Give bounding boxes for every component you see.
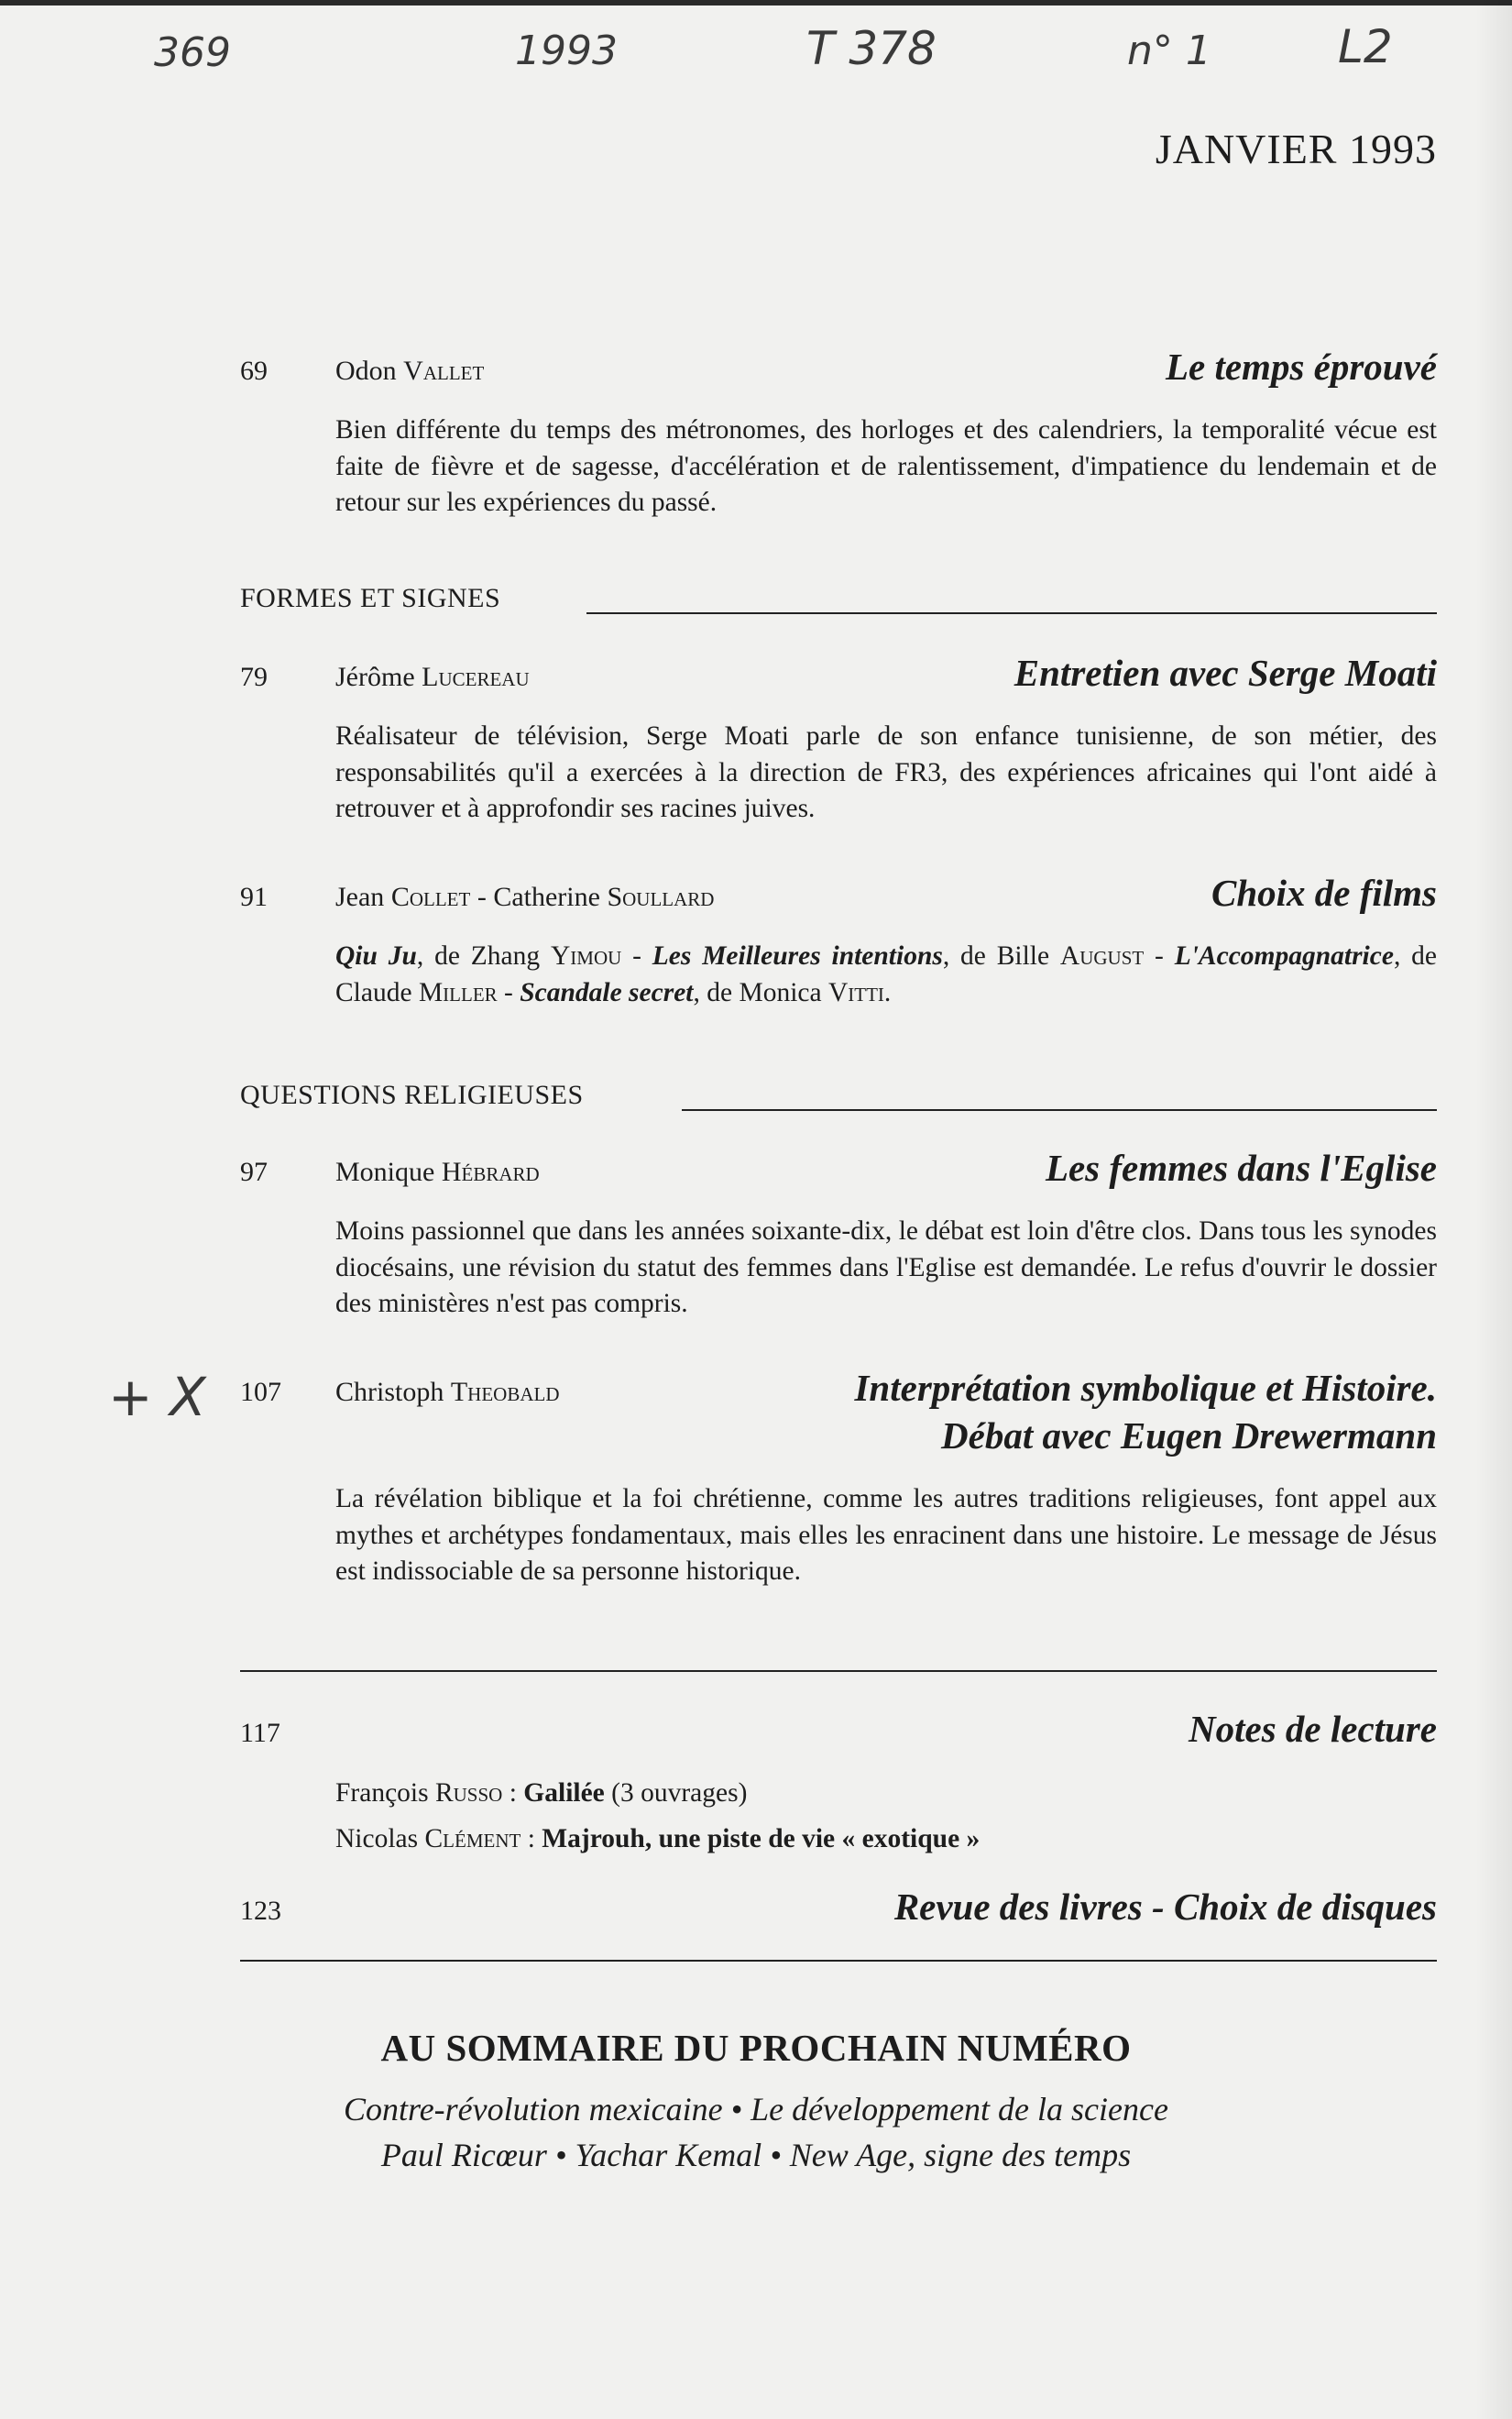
- handwritten-ref-t378: T 378: [806, 22, 937, 75]
- author-last-name: Hébrard: [441, 1157, 540, 1187]
- handwritten-issue: n° 1: [1127, 27, 1211, 74]
- next-issue-line: Paul Ricœur • Yachar Kemal • New Age, signe des temps: [380, 2137, 1132, 2173]
- section-heading-formes: FORMES ET SIGNES: [240, 583, 501, 613]
- notes-entry: [335, 1778, 747, 1809]
- handwritten-ref-369: 369: [154, 29, 231, 76]
- author-first-name: Christoph: [335, 1377, 444, 1407]
- film-credit: , de Bille: [942, 941, 1060, 971]
- article-page-number: 91: [240, 882, 268, 912]
- bleed-through: [916, 147, 926, 193]
- notes-work-title: Majrouh, une piste de vie « exotique »: [542, 1824, 981, 1853]
- divider-rule: [240, 1960, 1437, 1962]
- author-last-name: Vallet: [403, 356, 485, 386]
- notes-colon: :: [502, 1778, 524, 1808]
- article-author: [335, 1377, 560, 1408]
- film-separator: -: [497, 977, 520, 1007]
- article-title: Le temps éprouvé: [1165, 346, 1437, 388]
- divider-rule: [240, 1670, 1437, 1672]
- film-credit: , de Monica: [693, 977, 828, 1007]
- handwritten-year: 1993: [515, 27, 618, 74]
- article-page-number: 79: [240, 662, 268, 692]
- author-first-name: Odon: [335, 356, 397, 386]
- director-name: Vitti: [827, 977, 884, 1007]
- author-last-name: Theobald: [450, 1377, 560, 1407]
- author-first-name: Monique: [335, 1157, 435, 1187]
- article-page-number: 97: [240, 1157, 268, 1187]
- article-title: Interprétation symbolique et Histoire.: [854, 1367, 1437, 1409]
- article-page-number: 107: [240, 1377, 281, 1407]
- director-name: August: [1059, 941, 1145, 971]
- notes-title: Notes de lecture: [1189, 1708, 1437, 1750]
- notes-colon: :: [520, 1824, 542, 1853]
- author-last-name: Lucereau: [422, 662, 530, 692]
- revue-page-number: 123: [240, 1896, 281, 1926]
- article-author: [335, 1157, 540, 1188]
- article-summary: Réalisateur de télévision, Serge Moati parle de son enfance tunisienne, de son métier, des responsabilités qu'il a exercées à la direction de FR3, des expériences africaines qui l'ont aidé à retrouver et à approfondir ses racines juives.: [335, 721, 1437, 823]
- author-separator: -: [470, 882, 494, 912]
- article-title: Choix de films: [1211, 872, 1437, 914]
- page-top-edge: [0, 0, 1512, 5]
- notes-work-title: Galilée: [523, 1778, 605, 1808]
- section-heading-questions: QUESTIONS RELIGIEUSES: [240, 1080, 584, 1110]
- article-page-number: 69: [240, 356, 268, 386]
- film-title: Scandale secret: [520, 977, 694, 1007]
- article-author: [335, 662, 530, 693]
- handwritten-margin-mark: + X: [108, 1366, 206, 1428]
- author-last-name: Collet: [390, 882, 471, 912]
- section-rule: [682, 1109, 1437, 1111]
- article-author: [335, 356, 484, 387]
- notes-entry: [335, 1824, 980, 1854]
- notes-author-last: Russo: [434, 1778, 503, 1808]
- article-summary: La révélation biblique et la foi chrétienne, comme les autres traditions religieuses, font appel aux mythes et archétypes fondamentaux, mais elles les enracinent dans une histoire. Le message de Jésus est indissociable de sa personne historique.: [335, 1484, 1437, 1586]
- article-title: Les femmes dans l'Eglise: [1045, 1147, 1437, 1189]
- author2-last-name: Soullard: [607, 882, 715, 912]
- next-issue-heading: AU SOMMAIRE DU PROCHAIN NUMÉRO: [380, 2027, 1132, 2069]
- film-credit: , de Claude: [335, 941, 1438, 1007]
- film-separator: -: [621, 941, 652, 971]
- next-issue-line: Contre-révolution mexicaine • Le développement de la science: [344, 2091, 1168, 2128]
- film-separator: -: [1144, 941, 1175, 971]
- notes-author-first: François: [335, 1778, 429, 1808]
- article-summary: Moins passionnel que dans les années soixante-dix, le débat est loin d'être clos. Dans tous les synodes diocésains, une révision du statut des femmes dans l'Eglise est demandée. Le refus d'ouvrir le dossier des ministères n'est pas compris.: [335, 1216, 1437, 1318]
- film-credit: , de Zhang: [416, 941, 551, 971]
- film-title: Les Meilleures intentions: [652, 941, 943, 971]
- article-summary: Bien différente du temps des métronomes, des horloges et des calendriers, la temporalité vécue est faite de fièvre et de sagesse, d'accélération et de ralentissement, d'impatience du lendemain et de retour sur les expériences du passé.: [335, 415, 1437, 517]
- article-title: Entretien avec Serge Moati: [1013, 652, 1437, 694]
- director-name: Miller: [418, 977, 498, 1007]
- notes-author-first: Nicolas: [335, 1824, 419, 1853]
- author2-first-name: Catherine: [493, 882, 600, 912]
- film-title: L'Accompagnatrice: [1174, 941, 1394, 971]
- author-first-name: Jérôme: [335, 662, 415, 692]
- handwritten-ref-l2: L2: [1338, 20, 1393, 73]
- section-rule: [586, 612, 1437, 614]
- article-authors: [335, 882, 714, 913]
- film-title: Qiu Ju: [335, 941, 417, 971]
- article-title-line-2: Débat avec Eugen Drewermann: [941, 1414, 1437, 1457]
- author-first-name: Jean: [335, 882, 385, 912]
- notes-author-last: Clément: [424, 1824, 521, 1853]
- issue-date: JANVIER 1993: [1155, 126, 1437, 172]
- revue-title: Revue des livres - Choix de disques: [893, 1886, 1437, 1928]
- notes-page-number: 117: [240, 1718, 280, 1748]
- film-list-end: .: [883, 977, 892, 1007]
- notes-work-extra: (3 ouvrages): [604, 1778, 748, 1808]
- director-name: Yimou: [550, 941, 622, 971]
- film-list: [335, 939, 1437, 1011]
